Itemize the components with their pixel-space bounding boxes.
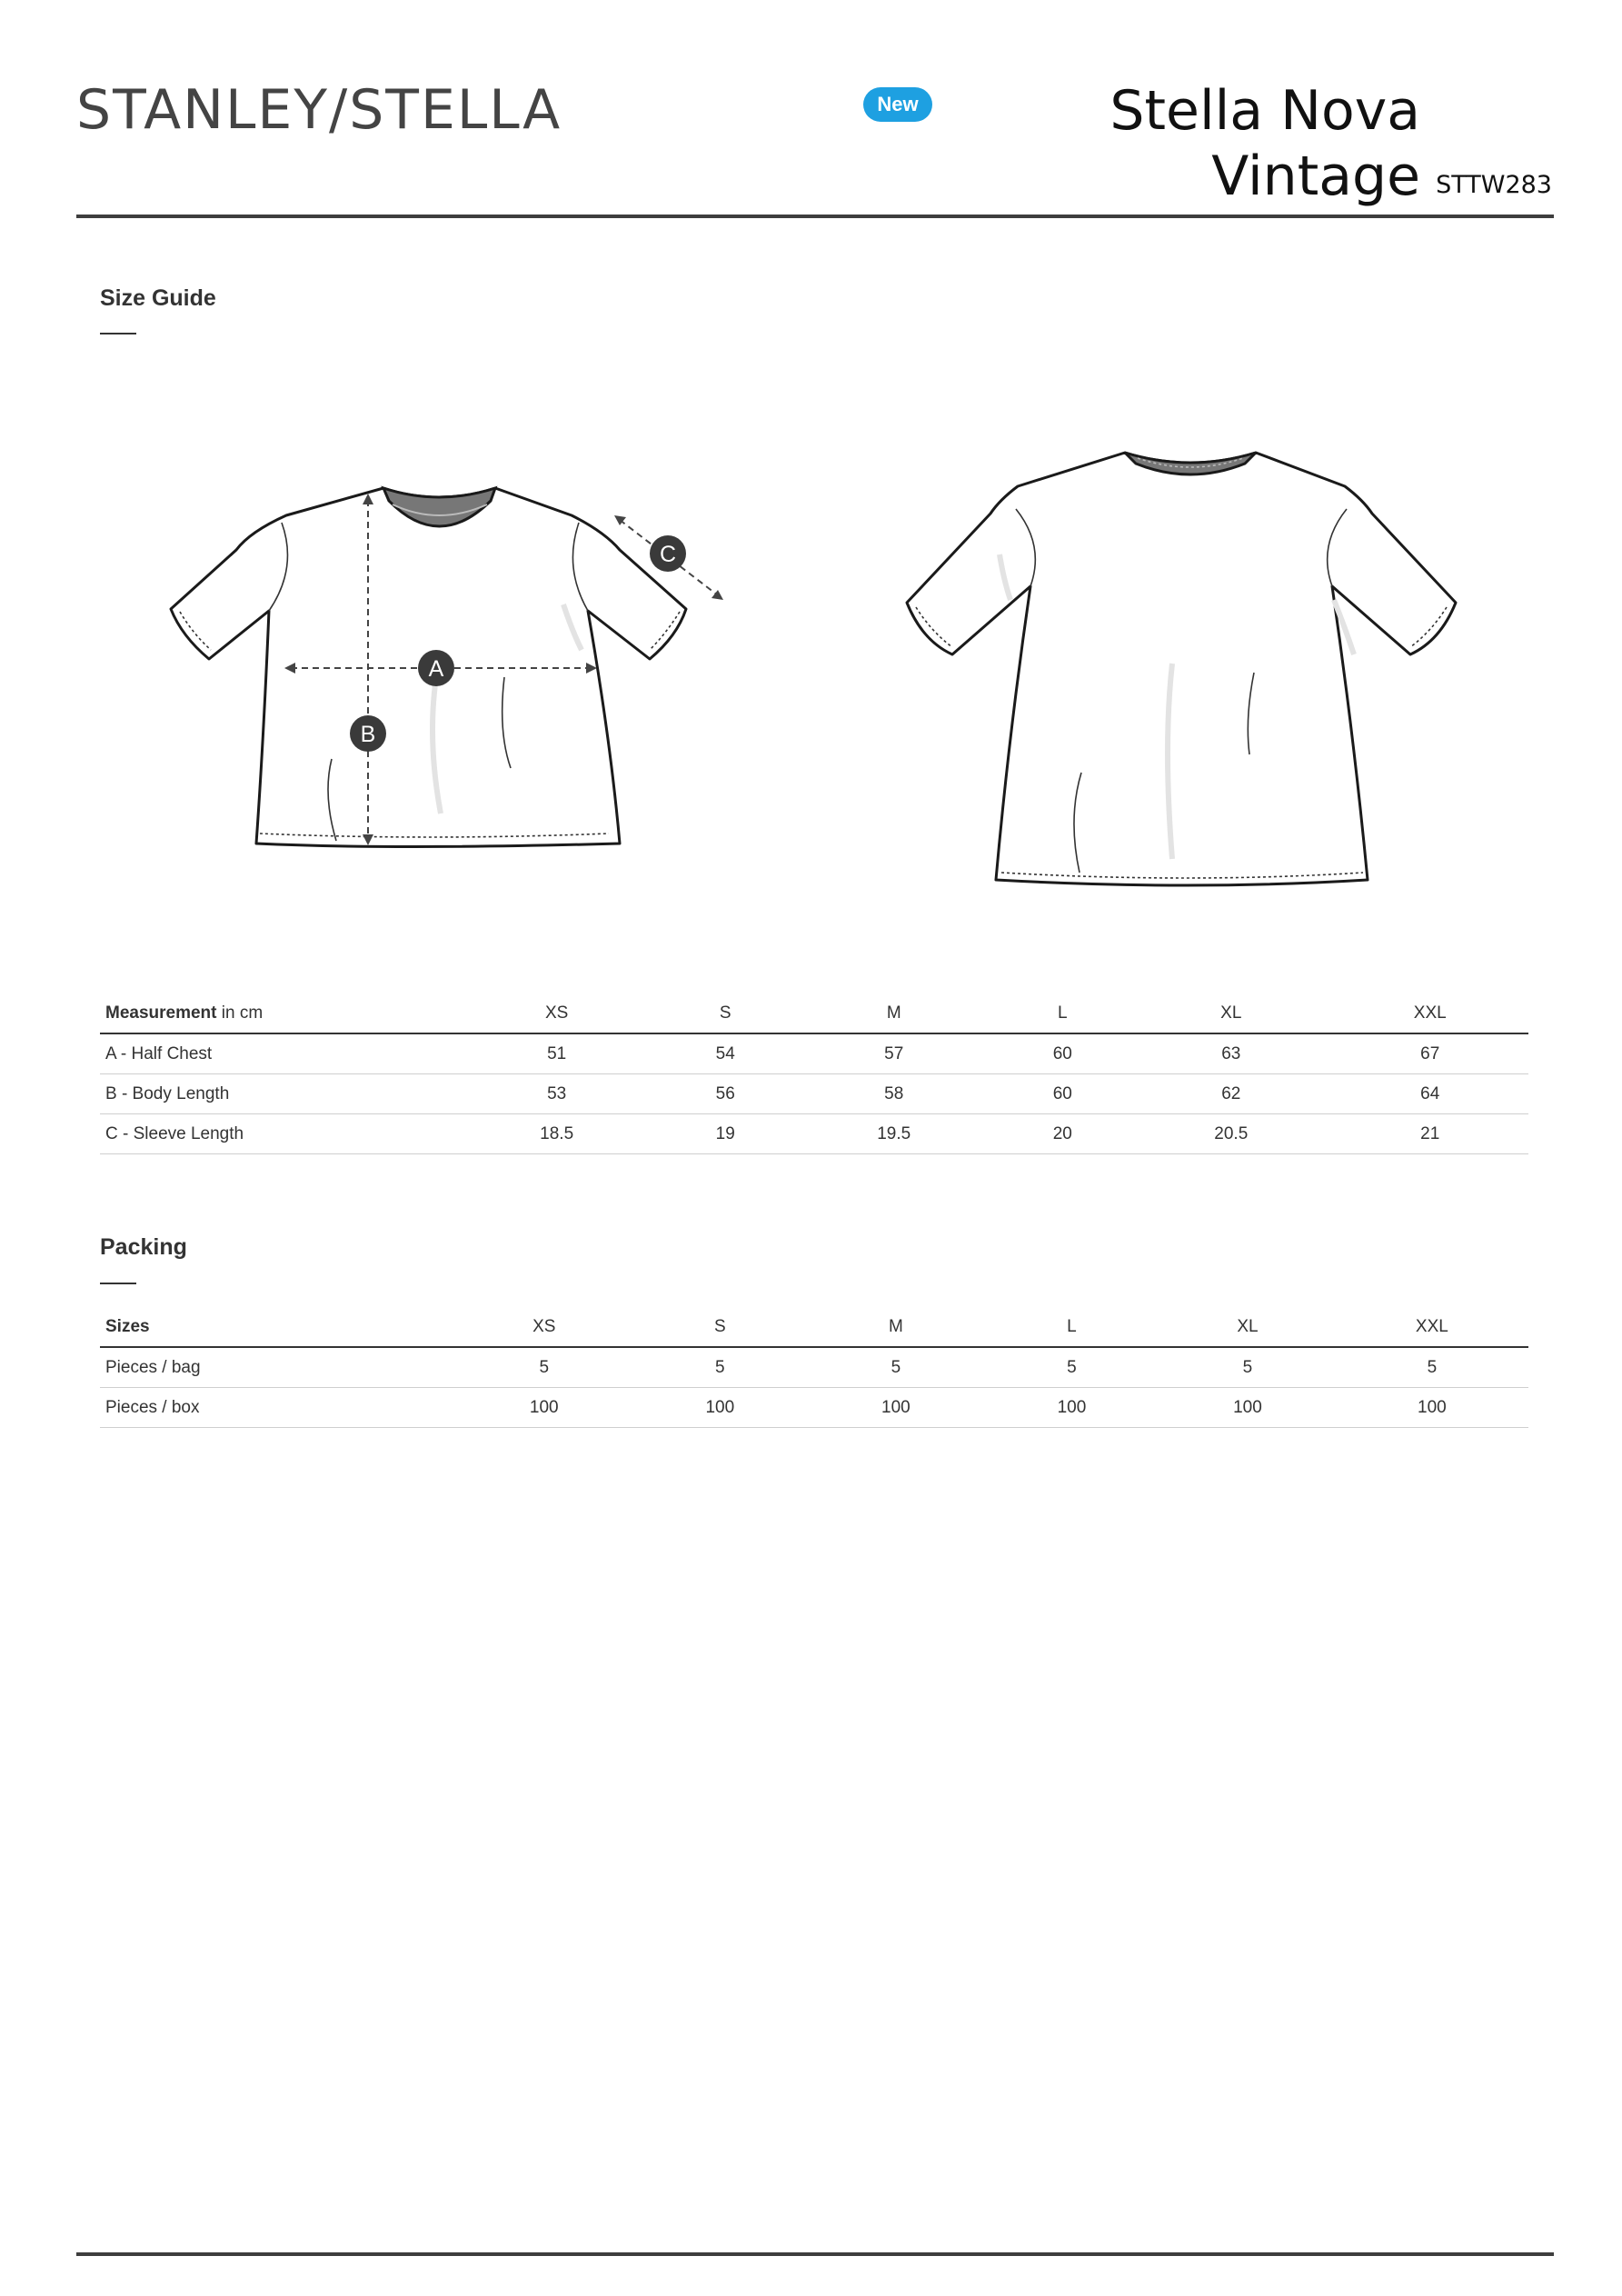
packing-table (100, 1307, 1528, 1428)
table-cell: 64 (1420, 1083, 1440, 1103)
size-header-xl: XL (1220, 1003, 1242, 1023)
table-cell: 57 (884, 1043, 904, 1063)
table-cell: 100 (1057, 1397, 1087, 1417)
size-header-xl: XL (1237, 1316, 1259, 1336)
table-cell: 5 (1427, 1357, 1438, 1377)
product-title-line-2: Vintage (1211, 145, 1420, 208)
size-header-xxl: XXL (1415, 1316, 1448, 1336)
table-cell: 100 (1418, 1397, 1447, 1417)
row-label: Pieces / box (105, 1397, 200, 1417)
size-guide-title: Size Guide (100, 285, 216, 311)
table-cell: 100 (1233, 1397, 1262, 1417)
table-cell: 5 (539, 1357, 550, 1377)
table-cell: 21 (1420, 1123, 1440, 1143)
packing-header-label: Sizes (105, 1316, 150, 1336)
tshirt-front-illustration (154, 468, 745, 859)
svg-text:C: C (659, 542, 677, 567)
table-row (100, 1347, 1528, 1388)
table-cell: 5 (1067, 1357, 1077, 1377)
header-divider (76, 215, 1554, 218)
table-cell: 100 (881, 1397, 911, 1417)
table-row (100, 1114, 1528, 1154)
table-cell: 54 (715, 1043, 735, 1063)
table-cell: 20.5 (1214, 1123, 1249, 1143)
packing-title: Packing (100, 1234, 187, 1260)
size-header-xs: XS (532, 1316, 556, 1336)
table-cell: 60 (1052, 1083, 1072, 1103)
size-header-xs: XS (544, 1003, 569, 1023)
measurement-table (100, 993, 1528, 1154)
size-header-l: L (1067, 1316, 1077, 1336)
table-cell: 5 (891, 1357, 901, 1377)
size-header-m: M (888, 1316, 903, 1336)
table-cell: 19.5 (877, 1123, 911, 1143)
brand-logo: STANLEY/STELLA (76, 78, 562, 142)
table-cell: 18.5 (540, 1123, 574, 1143)
table-cell: 100 (529, 1397, 559, 1417)
table-cell: 63 (1221, 1043, 1241, 1063)
product-title (1110, 78, 1420, 209)
table-row (100, 1388, 1528, 1428)
footer-divider (76, 2252, 1554, 2256)
size-header-m: M (886, 1003, 901, 1023)
row-label: B - Body Length (105, 1083, 230, 1103)
product-title-line-1: Stella Nova (1110, 79, 1420, 143)
new-badge: New (863, 87, 932, 122)
measurement-header-label: Measurement in cm (105, 1003, 264, 1023)
table-cell: 20 (1052, 1123, 1072, 1143)
size-header-l: L (1057, 1003, 1068, 1023)
table-row (100, 1033, 1528, 1074)
row-label: C - Sleeve Length (105, 1123, 244, 1143)
size-header-xxl: XXL (1413, 1003, 1447, 1023)
table-cell: 58 (884, 1083, 904, 1103)
table-cell: 67 (1420, 1043, 1440, 1063)
packing-table-header (100, 1307, 1528, 1347)
size-header-s: S (719, 1003, 731, 1023)
product-code: STTW283 (1436, 171, 1552, 199)
marker-a (418, 650, 454, 686)
row-label: Pieces / bag (105, 1357, 201, 1377)
marker-b (350, 715, 386, 752)
size-guide-title-underline (100, 333, 136, 334)
table-cell: 53 (547, 1083, 567, 1103)
packing-title-underline (100, 1283, 136, 1284)
measurement-table-header (100, 993, 1528, 1033)
row-label: A - Half Chest (105, 1043, 213, 1063)
size-header-s: S (713, 1316, 726, 1336)
table-cell: 100 (705, 1397, 735, 1417)
marker-c (650, 535, 686, 572)
table-cell: 62 (1221, 1083, 1241, 1103)
table-cell: 5 (715, 1357, 725, 1377)
tshirt-back-illustration (900, 445, 1481, 891)
svg-text:A: A (428, 656, 444, 682)
svg-text:B: B (360, 722, 376, 747)
table-cell: 56 (715, 1083, 735, 1103)
table-cell: 51 (547, 1043, 567, 1063)
table-cell: 60 (1052, 1043, 1072, 1063)
table-cell: 5 (1242, 1357, 1253, 1377)
table-cell: 19 (715, 1123, 735, 1143)
table-row (100, 1074, 1528, 1114)
